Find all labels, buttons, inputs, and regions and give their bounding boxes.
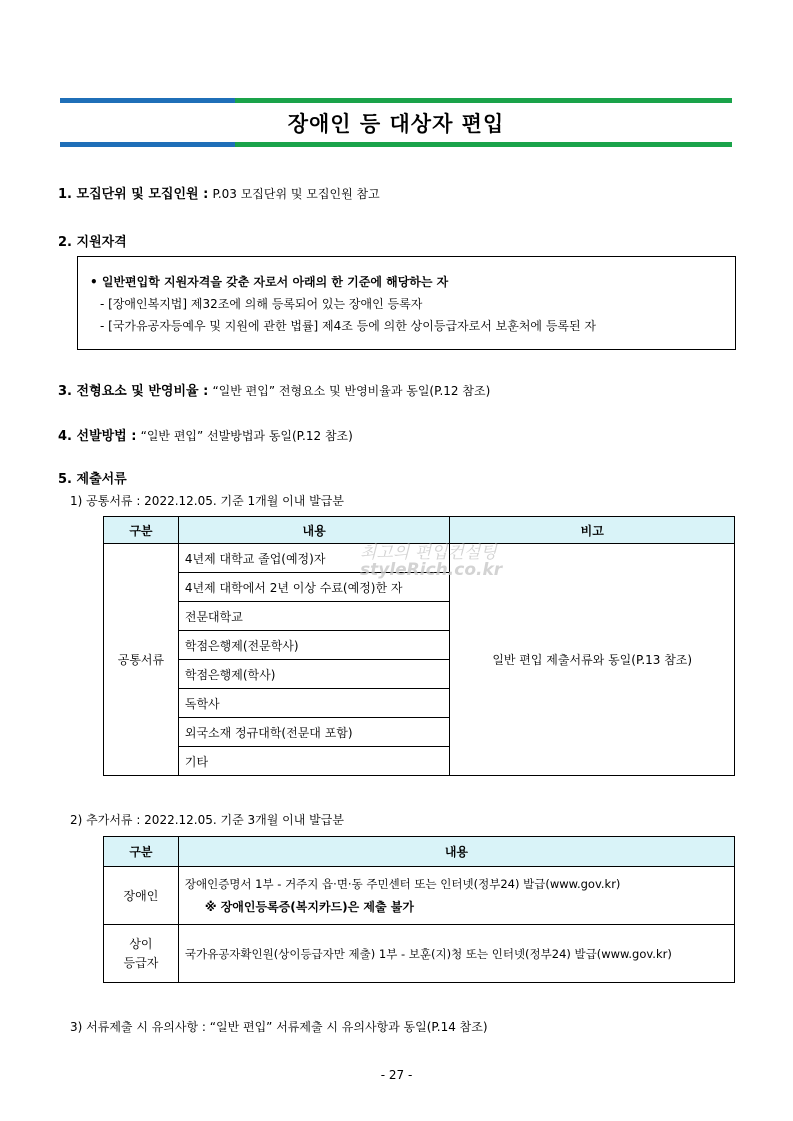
veteran-category-line-1: 상이 — [129, 936, 153, 951]
subsection-1-title: 1) 공통서류 : 2022.12.05. 기준 1개월 이내 발급분 — [70, 494, 344, 508]
table-row: 독학사 — [178, 689, 450, 718]
subsection-2-title: 2) 추가서류 : 2022.12.05. 기준 3개월 이내 발급분 — [70, 813, 344, 827]
additional-documents-table — [103, 836, 735, 983]
table-row: 전문대학교 — [178, 602, 450, 631]
section-4-text: “일반 편입” 선발방법과 동일(P.12 참조) — [140, 429, 353, 443]
section-4-heading: 4. 선발방법 : — [58, 429, 137, 444]
table1-header-note: 비고 — [450, 517, 735, 544]
eligibility-item-2: - [국가유공자등예우 및 지원에 관한 법률] 제4조 등에 의한 상이등급자로서 보훈처에 등록된 자 — [100, 319, 597, 333]
page-number: - 27 - — [380, 1068, 413, 1082]
table1-header-content: 내용 — [178, 517, 450, 544]
eligibility-item-1: - [장애인복지법] 제32조에 의해 등록되어 있는 장애인 등록자 — [100, 297, 423, 311]
section-3-text: “일반 편입” 전형요소 및 반영비율과 동일(P.12 참조) — [212, 384, 491, 398]
section-5-heading: 5. 제출서류 — [58, 472, 127, 487]
watermark-line-1: 최고의 편입컨설팅 — [360, 543, 497, 563]
table-row: 학점은행제(전문학사) — [178, 631, 450, 660]
eligibility-main: • 일반편입학 지원자격을 갖춘 자로서 아래의 한 기준에 해당하는 자 — [90, 275, 449, 289]
disabled-doc-note: ※ 장애인등록증(복지카드)은 제출 불가 — [204, 900, 414, 914]
title-bar-top-blue — [60, 98, 235, 103]
section-4 — [58, 425, 353, 444]
table-row: 외국소재 정규대학(전문대 포함) — [178, 718, 450, 747]
section-1-text: P.03 모집단위 및 모집인원 참고 — [212, 187, 380, 201]
table-row: 학점은행제(학사) — [178, 660, 450, 689]
disabled-doc-line: 장애인증명서 1부 - 거주지 읍·면·동 주민센터 또는 인터넷(정부24) 발급(www.gov.kr) — [184, 877, 621, 891]
table2-category-veteran — [104, 925, 179, 983]
table2-category-disabled: 장애인 — [104, 867, 179, 925]
table1-header-category: 구분 — [104, 517, 179, 544]
table-row: 기타 — [178, 747, 450, 776]
table2-header-category: 구분 — [104, 837, 179, 867]
section-2-heading: 2. 지원자격 — [58, 235, 127, 250]
section-3 — [58, 380, 490, 399]
eligibility-box — [77, 256, 736, 350]
section-1 — [58, 183, 380, 202]
subsection-3-title: 3) 서류제출 시 유의사항 : “일반 편입” 서류제출 시 유의사항과 동일(P.14 참조) — [70, 1020, 488, 1034]
section-3-heading: 3. 전형요소 및 반영비율 : — [58, 384, 209, 399]
title-bar-bottom-green — [235, 142, 732, 147]
table-row: 4년제 대학교 졸업(예정)자 — [178, 544, 450, 573]
section-1-heading: 1. 모집단위 및 모집인원 : — [58, 187, 209, 202]
table1-note: 일반 편입 제출서류와 동일(P.13 참조) — [450, 544, 735, 776]
table2-header-content: 내용 — [178, 837, 734, 867]
table-row: 국가유공자확인원(상이등급자만 제출) 1부 - 보훈(지)청 또는 인터넷(정부24) 발급(www.gov.kr) — [178, 925, 734, 983]
watermark-line-2: styleRich.co.kr — [360, 560, 503, 580]
table-row: 4년제 대학에서 2년 이상 수료(예정)한 자 — [178, 573, 450, 602]
veteran-category-line-2: 등급자 — [123, 955, 159, 970]
title-bar-bottom-blue — [60, 142, 235, 147]
title-bar-top-green — [235, 98, 732, 103]
page-title: 장애인 등 대상자 편입 — [287, 112, 505, 136]
table-row — [178, 867, 734, 925]
table1-category: 공통서류 — [104, 544, 179, 776]
